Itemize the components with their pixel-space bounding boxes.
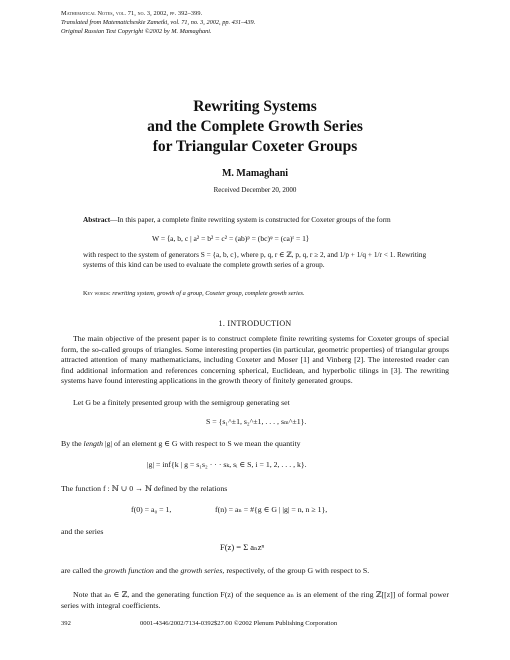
equation-generators: S = {s₁^±1, s₂^±1, . . . , sₘ^±1}. (206, 417, 307, 426)
abstract-lead (83, 215, 429, 225)
abstract-formula: W = ⟨a, b, c | a² = b² = c² = (ab)ᵖ = (bc)ᵠ = (ca)ʳ = 1⟩ (152, 234, 309, 243)
title-line-1: Rewriting Systems (193, 98, 317, 115)
page-number: 392 (61, 620, 71, 627)
author-name: M. Mamaghani (221, 168, 289, 179)
journal-header (61, 9, 255, 36)
received-date: Received December 20, 2000 (213, 186, 297, 194)
intro-paragraph-2: Let G be a finitely presented group with the semigroup generating set (73, 398, 290, 407)
para6-text-b: and the (153, 566, 181, 575)
keywords (83, 290, 429, 297)
paper-title (0, 97, 510, 157)
para3-em: length (83, 439, 104, 448)
para6-em-2: growth series, (180, 566, 225, 575)
equation-fn: f(n) = aₙ = #{g ∈ G | |g| = n, n ≥ 1}, (215, 505, 328, 514)
intro-paragraph-5: and the series (61, 527, 104, 536)
title-line-2: and the Complete Growth Series (147, 118, 363, 135)
para3-text-b: |g| of an element g ∈ G with respect to S we mean the quantity (103, 439, 301, 448)
intro-paragraph-7: Note that aₙ ∈ ℤ, and the generating function F(z) of the sequence aₙ is an element of the ring ℤ[[z]] of formal power series with integral coefficients. (61, 590, 449, 610)
abstract-lead-text: —In this paper, a complete finite rewriting system is constructed for Coxeter groups of the form (110, 215, 391, 224)
translation-note: Translated from Matematicheskie Zametki, vol. 71, no. 3, 2002, pp. 431–439. (61, 19, 256, 26)
abstract-text: with respect to the system of generators S = {a, b, c}, where p, q, r ∈ ℤ, p, q, r ≥ 2, and 1/p + 1/q + 1/r < 1. Rewriting systems of this kind can be used to evaluate the complete growth series of a group. (83, 250, 427, 269)
para6-em-1: growth function (104, 566, 154, 575)
para6-text-a: are called the (61, 566, 105, 575)
equation-growth-series: F(z) = Σ aₙzⁿ (220, 542, 265, 552)
intro-paragraph-4: The function f : ℕ ∪ 0 → ℕ defined by the relations (61, 484, 228, 493)
intro-paragraph-3 (61, 439, 449, 450)
copyright-note: Original Russian Text Copyright ©2002 by M. Mamaghani. (61, 28, 212, 35)
para6-text-c: respectively, of the group G with respect to S. (224, 566, 370, 575)
abstract-label: Abstract (83, 215, 111, 224)
keywords-label: Key words: (83, 290, 111, 297)
journal-citation: Mathematical Notes, vol. 71, no. 3, 2002, pp. 392–399. (61, 10, 203, 17)
equation-length: |g| = inf{k | g = s₁s₂ · · · sₖ, sᵢ ∈ S, i = 1, 2, . . . , k}. (147, 460, 307, 469)
section-heading: 1. INTRODUCTION (218, 319, 292, 328)
issn-footer: 0001-4346/2002/7134-0392$27.00 ©2002 Plenum Publishing Corporation (140, 620, 338, 627)
title-line-3: for Triangular Coxeter Groups (152, 138, 358, 155)
para3-text-a: By the (61, 439, 84, 448)
equation-f0: f(0) = a₀ = 1, (131, 505, 172, 514)
intro-paragraph-1: The main objective of the present paper is to construct complete finite rewriting systems for Coxeter groups of special form, the so-called groups of triangles. Some interesting properties (in particular, geometric properties) of triangular groups attracted attention of many mathematicians, including Coxeter and Moser [1] and Vinberg [2]. The interested reader can find additional information and references concerning spherical, Euclidean, and hyperbolic tilings in [3]. The rewriting systems have found interesting applications in the growth theory of finitely generated groups. (61, 334, 449, 386)
keywords-text: rewriting system, growth of a group, Coxeter group, complete growth series. (112, 290, 305, 297)
intro-paragraph-6 (61, 566, 449, 577)
